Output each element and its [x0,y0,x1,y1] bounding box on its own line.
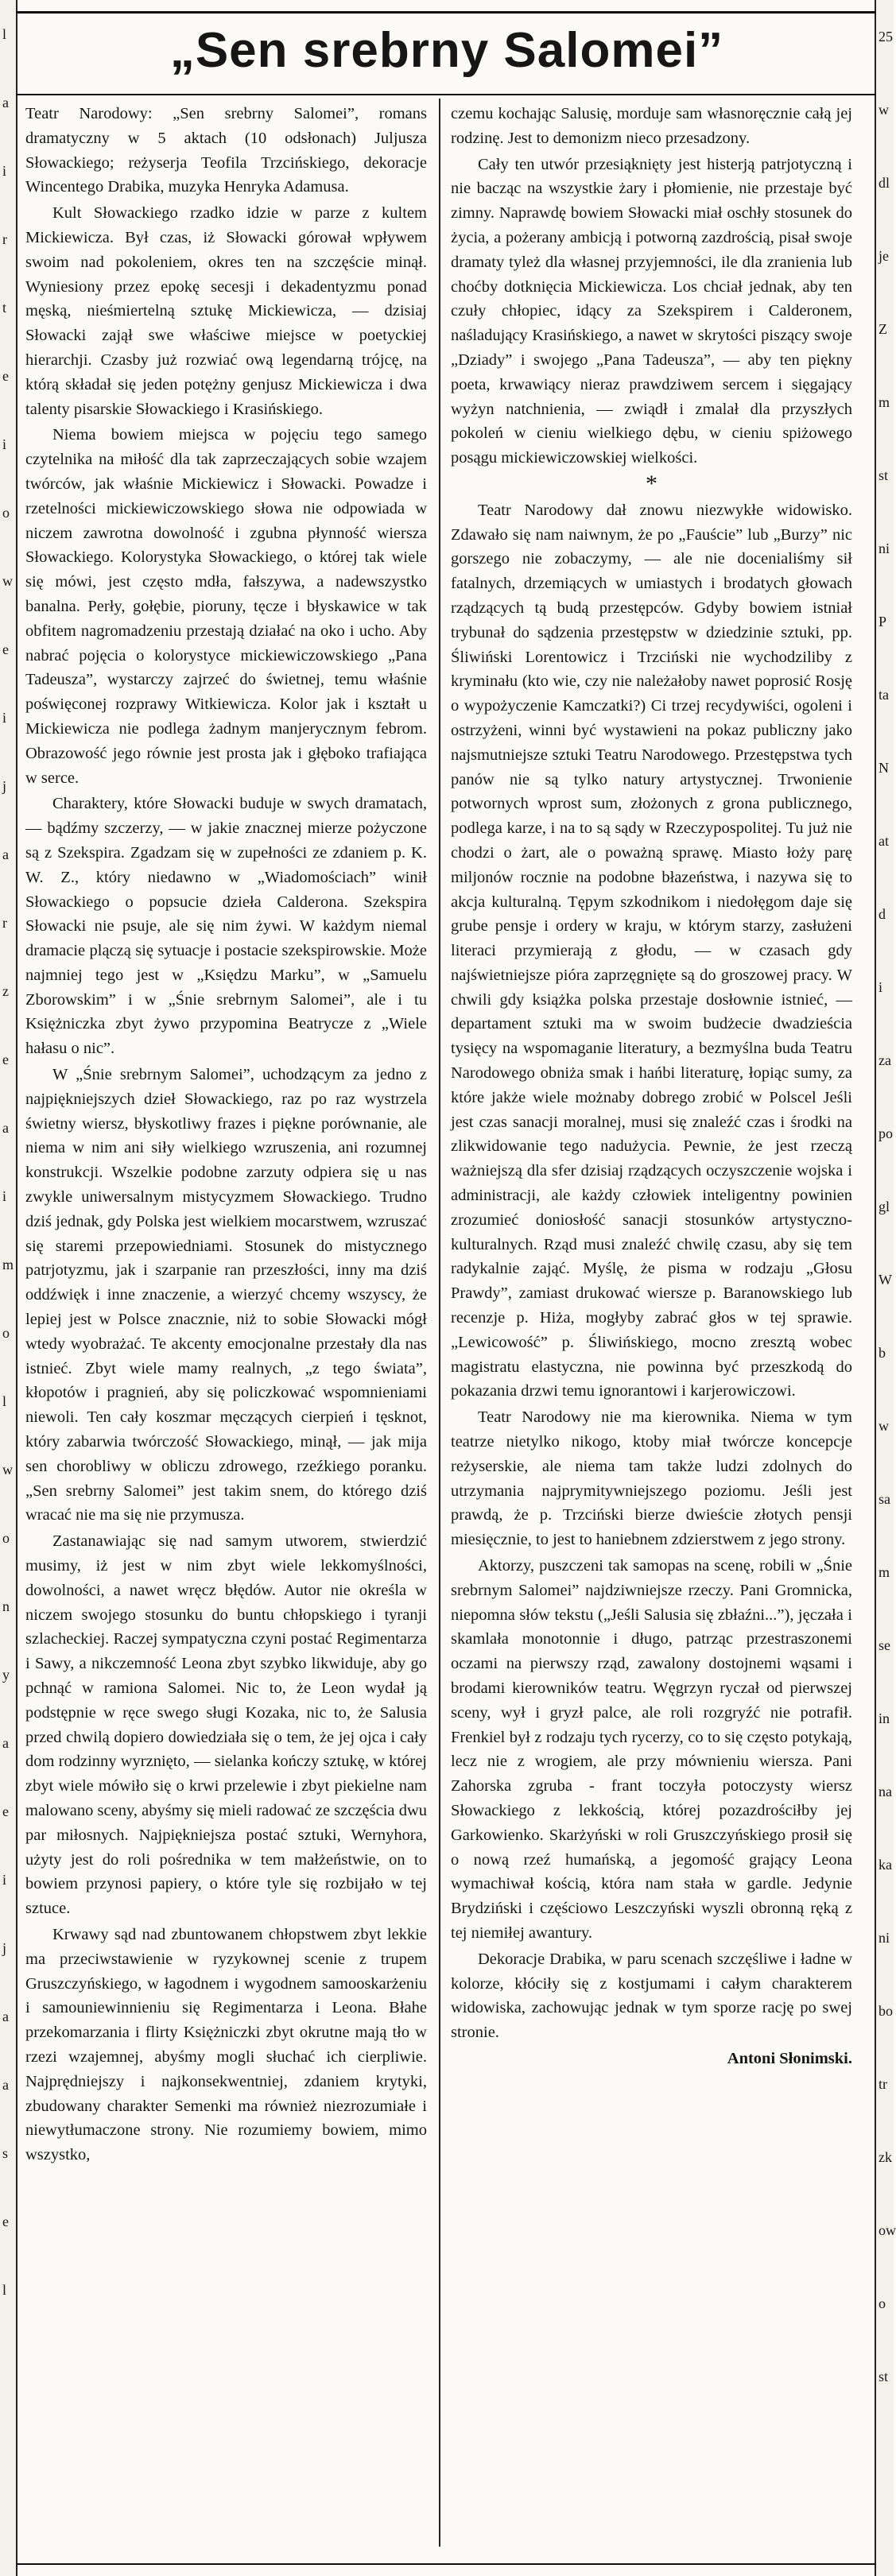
margin-fragment-text: tr [879,2076,887,2092]
margin-fragment-text: o [2,1530,10,1546]
margin-fragment-text: e [2,641,9,657]
margin-fragment-text: Z [879,321,887,337]
article-paragraph: Kult Słowackiego rzadko idzie w parze z kultem Mickiewicza. Był czas, iż Słowacki górował wpływem swoim nad pokoleniem, okres ten na szczęście minął. Wyniesiony przez epokę secesji i dekadentyzmu ponad męską, nieśmiertelną sztukę Mickiewicza, — dzisiaj Słowacki zajął swe właściwe miejsce w poetyckiej hierarchji. Czasby już rozwiać ową legendarną trójcę, na którą składał się jeden potężny genjusz Mickiewicza i dwa talenty pisarskie Słowackiego i Krasińskiego. [25,204,427,418]
margin-fragment-text: na [879,1784,892,1799]
article-paragraph: Cały ten utwór przesiąknięty jest histerją patrjotyczną i nie bacząc na wszystkie żary i płomienie, nie przestaje być zimny. Naprawdę bowiem Słowacki miał oschły stosunek do życia, a pożerany ambicją i potworną zazdrością, pisał swoje dramaty tyleż dla własnej przyjemności, ile dla zranienia lub choćby dotknięcia Mickiewicza. Los chciał jednak, aby ten czuły chłopiec, idący za Szekspirem i Calderonem, naśladujący Krasińskiego, a nawet w skrytości piszący swoje „Dziady” i swojego „Pana Tadeusza”, — aby ten piękny poeta, krwawiący nieraz prawdziwem sercem i sięgający wyżyn natchnienia, — zwiądł i zmalał dla przyszłych pokoleń w cieniu wielkiego dębu, w cieniu spiżowego posągu mickiewiczowskiej wielkości. [451,155,852,467]
article-paragraph: Dekoracje Drabika, w paru scenach szczęśliwe i ładne w kolorze, kłóciły się z kostjumami i całym charakterem widowiska, zachowując jednak w tym sporze rację po swej stronie. [451,1950,852,2042]
headline-rule [16,94,876,95]
article-column-left [25,102,427,2169]
margin-fragment-text: a [2,1120,9,1136]
margin-fragment-text: w [2,573,13,589]
margin-fragment-text: gl [879,1199,890,1214]
margin-fragment-text: e [2,1803,9,1819]
article-paragraph: Teatr Narodowy nie ma kierownika. Niema w tym teatrze nietylko nikogo, ktoby miał twórcze koncepcje reżyserskie, ale niema tam także ludzi zdolnych do utrzymania najprymitywniejszego poziomu. Jeśli jest prawdą, że p. Trzciński bierze dwieście złotych pensji miesięcznie, to jest to haniebnem zdzierstwem z jego strony. [451,1408,852,1549]
margin-fragment-text: st [879,467,889,483]
margin-fragment-text: st [879,2369,889,2384]
article-paragraph: Niema bowiem miejsca w pojęciu tego samego czytelnika na miłość dla tak zaprzeczających sobie wzajem twórców, jak właśnie Mickiewicz i Słowacki. Powadze i rzetelności mickiewiczowskiego słowa nie odpowiada w niczem zawrotna dowolność i zgubna płynność wiersza Słowackiego. Kolorystyka Słowackiego, o której tak wiele się mówi, jest często mdła, fałszywa, a nadewszystko banalna. Perły, gołębie, pioruny, tęcze i błyskawice w tak obfitem nagromadzeniu przestają działać na oko i ucho. Aby nabrać pojęcia o kolorystyce mickiewiczowskiego „Pana Tadeusza”, wystarczy zajrzeć do świetnej, temu właśnie poświęconej rozprawy Witkiewicza. Kolor jak i kształt u Mickiewicza nie podlega żadnym manjerycznym febrom. Obrazowość jego równie jest prosta jak i głęboko trafiająca w serce. [25,426,427,787]
margin-fragment-text: m [879,394,890,410]
margin-fragment-text: W [879,1272,892,1288]
margin-fragment-text: za [879,1052,891,1068]
margin-fragment-text: j [2,778,7,794]
margin-fragment-text: a [2,2009,9,2024]
article-headline: „Sen srebrny Salomei” [169,23,724,78]
margin-fragment-text: i [2,710,7,726]
article-paragraph: Aktorzy, puszczeni tak samopas na scenę, robili w „Śnie srebrnym Salomei” najdziwniejsze rzeczy. Pani Gromnicka, niepomna słów tekstu („Jeśli Salusia się zbłaźni...”), jęczała i skamlała monotonnie i długo, patrząc przestraszonemi oczami na pierwszy rząd, zawalony dostojnemi wąsami i brodami kierowników teatru. Węgrzyn ryczał od pierwszej sceny, wył i gryzł palce, ale roli rozgryźć nie potrafił. Frenkiel był z rodzaju tych rycerzy, co to się często potykają, lecz nie z wrogiem, ale przy mównieniu wiersza. Pani Zahorska zgruba - frant toczyła potoczysty wiersz Słowackiego z lekkością, której pozazdrościłby jej Garkowienko. Skarżyński w roli Gruszczyńskiego prosił się o nową rzeź humańską, a jegomość grający Leona wymachiwał kością, która nam stała w gardle. Jedynie Brydziński i częściowo Leszczyński wyszli obronną ręką z tej niemiłej awantury. [451,1557,852,1942]
article-paragraph: czemu kochając Salusię, morduje sam własnoręcznie całą jej rodzinę. Jest to demonizm nieco przesadzony. [451,105,852,147]
margin-fragment-text: i [2,1188,7,1204]
margin-fragment-text: dl [879,175,890,191]
top-rule [16,11,876,14]
margin-fragment-text: w [2,1462,13,1478]
margin-fragment-text: b [879,1345,886,1361]
margin-fragment-text: po [879,1125,893,1141]
margin-fragment-text: a [2,846,9,862]
margin-fragment-text: sa [879,1491,890,1507]
margin-fragment-text: i [2,436,7,452]
margin-fragment-text: l [2,26,7,42]
margin-fragment-text: a [2,95,9,110]
margin-fragment-text: r [2,231,7,247]
margin-fragment-text: m [2,1257,14,1273]
margin-fragment-text: l [2,1393,7,1409]
margin-fragment-text: i [2,163,7,179]
margin-fragment-text: o [2,505,10,521]
margin-fragment-text: d [879,906,886,922]
margin-fragment-text: ni [879,540,890,556]
margin-fragment-text: at [879,833,889,849]
margin-fragment-text: z [2,983,9,999]
margin-fragment-text: a [2,2077,9,2093]
article-paragraph: Zastanawiając się nad samym utworem, stwierdzić musimy, iż jest w nim zbyt wiele lekkomyślności, dowolności, a nawet wręcz błędów. Autor nie określa w niczem swojego stosunku do buntu chłopskiego i tyranji szlacheckiej. Raczej sympatyczna czyni postać Regimentarza i Sawy, a nikczemność Leona zbyt szybko likwiduje, aby go pchnąć w ramiona Salomei. Nic to, że Leon wydał ją podstępnie w ręce swego sługi Kozaka, nic to, że Salusia przed chwilą dopiero dowiedziała się o tem, że jej ojca i cały dom rodzinny wyrznięto, — sielanka kończy sztukę, w której zbyt wiele mówiło się o krwi przelewie i zbyt piekielne nam malowano sceny, abyśmy się mieli radować ze szczęścia dwu par miłosnych. Najpiękniejsza postać sztuki, Wernyhora, użyty jest do roli pośrednika w tem małżeństwie, on to bowiem przynosi papiery, o które tyle się rozbijało w tej sztuce. [25,1532,427,1918]
margin-fragment-text: e [2,1052,9,1067]
margin-fragment-text: 25 [879,29,893,45]
bottom-rule [16,2563,876,2565]
margin-fragment-text: e [2,2214,9,2229]
column-divider [439,99,440,2547]
margin-fragment-text: y [2,1667,10,1683]
article-paragraph: W „Śnie srebrnym Salomei”, uchodzącym za jedno z najpiękniejszych dzieł Słowackiego, raz po raz wystrzela świetny wiersz, błyskotliwy frazes i piękne porównanie, ale niema w nim ani siły wielkiego wzruszenia, ani rozumnej konstrukcji. Wszelkie podobne zarzuty odpiera się u nas zwykle uniwersalnym mistycyzmem Słowackiego. Trudno dziś jednak, gdy Polska jest wielkiem mocarstwem, wzruszać się staremi przepowiedniami. Stosunek do mistycznego patrjotyzmu, jak i szarpanie ran przeszłości, inny ma dziś oddźwięk i inne znaczenie, a wierzyć chcemy wszyscy, że lepiej jest w Polsce znacznie, niż to sobie Słowacki mógł wtedy wyobrażać. Te akcenty emocjonalne przestały dla nas istnieć. Zbyt wiele mamy realnych, „z tego świata”, kłopotów i pragnień, aby się policzkować wspomnieniami niewoli. Ten cały koszmar męczących cierpień i tęsknot, który zabarwia twórczość Słowackiego, minął, — jak mija sen chorobliwy w obliczu zdrowego, rzeźkiego poranku. „Sen srebrny Salomei” jest takim snem, do którego dziś wracać nie ma się nie przymusza. [25,1066,427,1524]
article-paragraph: Krwawy sąd nad zbuntowanem chłopstwem zbyt lekkie ma przeciwstawienie w ryzykownej scenie z trupem Gruszczyńskiego, w łagodnem i wygodnem samooskarżeniu i samouniewinnieniu się Regimentarza i Leona. Błahe przekomarzania i flirty Księżniczki zbyt okrutne mają tło w rzezi wzajemnej, abyśmy mogli słuchać ich cierpliwie. Najprędniejszy i najkonsekwentniej, zdaniem krytyki, zbudowany charakter Semenki ma również niezrozumiałe i niewytłumaczone strony. Nie rozumiemy bowiem, mimo wszystko, [25,1925,427,2164]
article-paragraph: Charaktery, które Słowacki buduje w swych dramatach, — bądźmy szczerzy, — w jakie znacznej mierze pożyczone są z Szekspira. Zgadzam się w zupełności ze zdaniem p. K. W. Z., który niedawno w „Wiadomościach” winił Słowackiego o popsucie dzieła Calderona. Szekspira Słowacki nie psuje, ale się nim żywi. W każdym niemal dramacie plączą się sytuacje i postacie szekspirowskie. Może najmniej tego jest w „Księdzu Marku”, w „Samuelu Zborowskim” i w „Śnie srebrnym Salomei”, ale i tu Księżniczka zbyt żywo przypomina Beatrycze z „Wiele hałasu o nic”. [25,795,427,1058]
margin-fragment-text: ow [879,2222,896,2238]
margin-fragment-text: n [2,1598,10,1614]
right-column-fragment [875,0,894,2576]
margin-fragment-text: ka [879,1857,892,1873]
margin-fragment-text: o [879,2295,886,2311]
section-separator-asterisk: * [646,470,657,497]
margin-fragment-text: in [879,1710,890,1726]
article-paragraph: Teatr Narodowy dał znowu niezwykłe widowisko. Zdawało się nam naiwnym, że po „Fauście” lub „Burzy” nic gorszego nie zobaczymy, — ale nie docenialiśmy sił fatalnych, drzemiących w umiastych i brodatych głowach rządzących tą budą przestępców. Gdyby bowiem istniał trybunał do sądzenia przestępstw w dziedzinie sztuki, pp. Śliwiński Lorentowicz i Trzciński nie wychodziliby z kryminału (kto wie, czy nie należałoby nawet poprosić Rosję o wypożyczenie Kamczatki?) Ci trzej recydywiści, ogoleni i ostrzyżeni, winni być wystawieni na pokaz publiczny jako najsmutniejsze sztuki Teatru Narodowego. Przestępstwa tych panów nie są tylko natury artystycznej. Trwonienie potwornych wprost sum, złożonych z grona publicznego, podlega karze, i na to są sądy w Rzeczypospolitej. Tu już nie chodzi o żart, ale o poważną sprawę. Miasto łoży parę miljonów rocznie na podobne błazeństwa, i nazywa się to akcja kulturalną. Tępym szkodnikom i niedołęgom daje się grube pensje i ordery w kraju, w którym starzy, zasłużeni literaci przymierają z głodu, — w czasach gdy najświetniejsze pióra zaprzęgnięte są do groszowej pracy. W chwili gdy książka polska przestaje dosłownie istnieć, — departament sztuki ma w swoim budżecie dwadzieścia tysięcy na wspomaganie literatury, a bezmyślna buda Teatru Narodowego obniża smak i hańbi literaturę, łopiąc sumy, za które jakże wiele możnaby dobrego zrobić w Polscel Jeśli jest czas sanacji moralnej, musi się znaleźć czas i środki na zlikwidowanie tego nadużycia. Pewnie, że jest rzeczą ważniejszą dla sfer dzisiaj rządzących oczyszczenie wojska i administracji, ale każdy człowiek inteligentny powinien zrozumieć doniosłość sanacji stosunków artystyczno-kulturalnych. Rząd musi znaleźć chwilę czasu, aby się tem radykalnie zająć. Myślę, że pisma w rodzaju „Głosu Prawdy”, zamiast drukować wiersze p. Baranowskiego lub recenzje p. Hiża, mogłyby zabrać głos w tej sprawie. „Lewicowość” p. Śliwińskiego, mocno zresztą wobec magistratu elastyczna, nie powinna być przeszkodą do pokazania drzwi temu ignorantowi i karjerowiczowi. [451,501,852,1400]
margin-fragment-text: se [879,1637,890,1653]
margin-fragment-text: i [879,979,883,995]
margin-fragment-text: s [2,2145,9,2161]
margin-fragment-text: N [879,760,889,776]
margin-fragment-text: P [879,614,887,629]
margin-fragment-text: ta [879,687,889,703]
author-signature: Antoni Słonimski. [727,2049,852,2067]
margin-fragment-text: t [2,300,7,316]
margin-fragment-text: ni [879,1930,890,1946]
margin-fragment-text: j [2,1940,7,1956]
margin-fragment-text: je [879,248,889,264]
margin-fragment-text: r [2,915,7,931]
margin-fragment-text: i [2,1872,7,1888]
margin-fragment-text: bo [879,2003,893,2019]
article-column-right [451,102,852,2073]
margin-fragment-text: a [2,1735,9,1751]
margin-fragment-text: zk [879,2149,892,2165]
margin-fragment-text: w [879,1418,889,1434]
margin-fragment-text: o [2,1325,10,1341]
margin-fragment-text: m [879,1564,890,1580]
margin-fragment-text: l [2,2282,7,2298]
article-lead: Teatr Narodowy: „Sen srebrny Salomei”, romans dramatyczny w 5 aktach (10 odsłonach) Juljusza Słowackiego; reżyserja Teofila Trzcińskiego, dekoracje Wincentego Drabika, muzyka Henryka Adamusa. [25,105,427,196]
margin-fragment-text: w [879,102,889,118]
left-column-fragment [0,0,17,2576]
margin-fragment-text: e [2,368,9,384]
